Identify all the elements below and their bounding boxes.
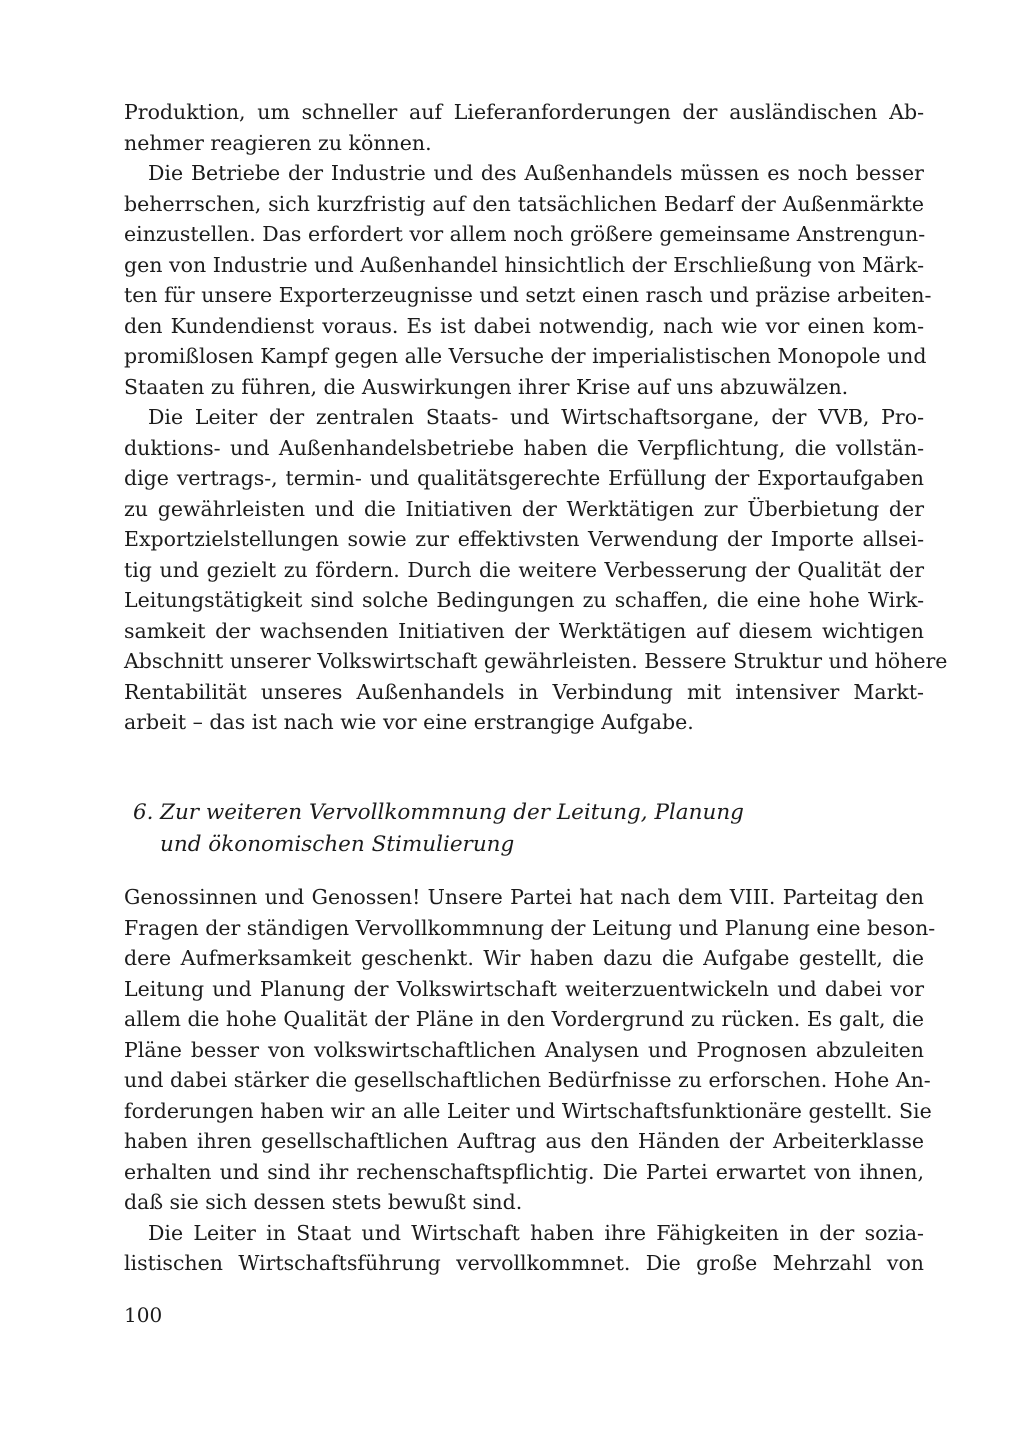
text-line: haben ihren gesellschaftlichen Auftrag aus den Händen der Arbeiterklasse [124, 1129, 924, 1153]
text-line: forderungen haben wir an alle Leiter und Wirtschaftsfunktionäre gestellt. Sie [124, 1098, 932, 1123]
text-line: samkeit der wachsenden Initiativen der Werktätigen auf diesem wichtigen [124, 618, 924, 643]
text-line: nehmer reagieren zu können. [124, 130, 432, 155]
heading-title-line-1: Zur weiteren Vervollkommnung der Leitung, Planung [160, 800, 744, 825]
text-line: dige vertrags-, termin- und qualitätsgerechte Erfüllung der Exportaufgaben [124, 466, 924, 490]
page-number: 100 [124, 1303, 163, 1327]
text-line: dere Aufmerksamkeit geschenkt. Wir haben dazu die Aufgabe gestellt, die [124, 946, 924, 970]
text-line: listischen Wirtschaftsführung vervollkommnet. Die große Mehrzahl von [124, 1251, 924, 1275]
text-line: arbeit – das ist nach wie vor eine erstrangige Aufgabe. [124, 710, 694, 734]
text-line: daß sie sich dessen stets bewußt sind. [124, 1190, 523, 1214]
text-line: Staaten zu führen, die Auswirkungen ihrer Krise auf uns abzuwälzen. [124, 374, 849, 399]
text-line: und dabei stärker die gesellschaftlichen Bedürfnisse zu erforschen. Hohe An- [124, 1068, 931, 1092]
section-number: 6. [133, 800, 154, 825]
text-line: Leitungstätigkeit sind solche Bedingungen zu schaffen, die eine hohe Wirk- [124, 588, 924, 612]
text-line: Produktion, um schneller auf Lieferanforderungen der ausländischen Ab- [124, 100, 924, 124]
heading-line-1 [133, 797, 833, 829]
text-line: gen von Industrie und Außenhandel hinsichtlich der Erschließung von Märk- [124, 252, 924, 277]
text-line: Die Betriebe der Industrie und des Außenhandels müssen es noch besser [148, 161, 924, 185]
text-line: Die Leiter in Staat und Wirtschaft haben ihre Fähigkeiten in der sozia- [148, 1220, 924, 1245]
heading-title-line-2: und ökonomischen Stimulierung [160, 832, 515, 857]
text-line: erhalten und sind ihr rechenschaftspflichtig. Die Partei erwartet von ihnen, [124, 1159, 924, 1184]
text-line: Pläne besser von volkswirtschaftlichen Analysen und Prognosen abzuleiten [124, 1037, 924, 1062]
text-line: promißlosen Kampf gegen alle Versuche der imperialistischen Monopole und [124, 344, 927, 368]
section-after-heading [124, 882, 936, 1279]
text-line: duktions- und Außenhandelsbetriebe haben die Verpflichtung, die vollstän- [124, 435, 924, 460]
paragraph-1 [124, 97, 924, 158]
text-line: zu gewährleisten und die Initiativen der Werktätigen zur Überbietung der [124, 496, 924, 521]
text-line: Abschnitt unserer Volkswirtschaft gewährleisten. Bessere Struktur und höhere [124, 649, 948, 673]
text-line: allem die hohe Qualität der Pläne in den Vordergrund zu rücken. Es galt, die [124, 1007, 924, 1031]
section-heading [133, 797, 833, 861]
text-line: Genossinnen und Genossen! Unsere Partei hat nach dem VIII. Parteitag den [124, 885, 924, 909]
section-before-heading [124, 97, 948, 738]
text-line: Exportzielstellungen sowie zur effektivsten Verwendung der Importe allsei- [124, 527, 924, 551]
text-line: einzustellen. Das erfordert vor allem noch größere gemeinsame Anstrengun- [124, 222, 926, 246]
text-line: Fragen der ständigen Vervollkommnung der Leitung und Planung eine beson- [124, 915, 936, 940]
text-line: tig und gezielt zu fördern. Durch die weitere Verbesserung der Qualität der [124, 557, 924, 582]
paragraph-3 [124, 402, 948, 738]
text-line: Die Leiter der zentralen Staats- und Wirtschaftsorgane, der VVB, Pro- [148, 405, 924, 429]
text-line: ten für unsere Exporterzeugnisse und setzt einen rasch und präzise arbeiten- [124, 283, 932, 307]
paragraph-2 [124, 158, 932, 402]
paragraph-4 [124, 882, 936, 1218]
text-line: beherrschen, sich kurzfristig auf den tatsächlichen Bedarf der Außenmärkte [124, 191, 924, 216]
paragraph-5 [124, 1218, 924, 1279]
text-line: Rentabilität unseres Außenhandels in Verbindung mit intensiver Markt- [124, 679, 924, 704]
text-line: Leitung und Planung der Volkswirtschaft weiterzuentwickeln und dabei vor [124, 976, 924, 1001]
text-line: den Kundendienst voraus. Es ist dabei notwendig, nach wie vor einen kom- [124, 313, 924, 338]
